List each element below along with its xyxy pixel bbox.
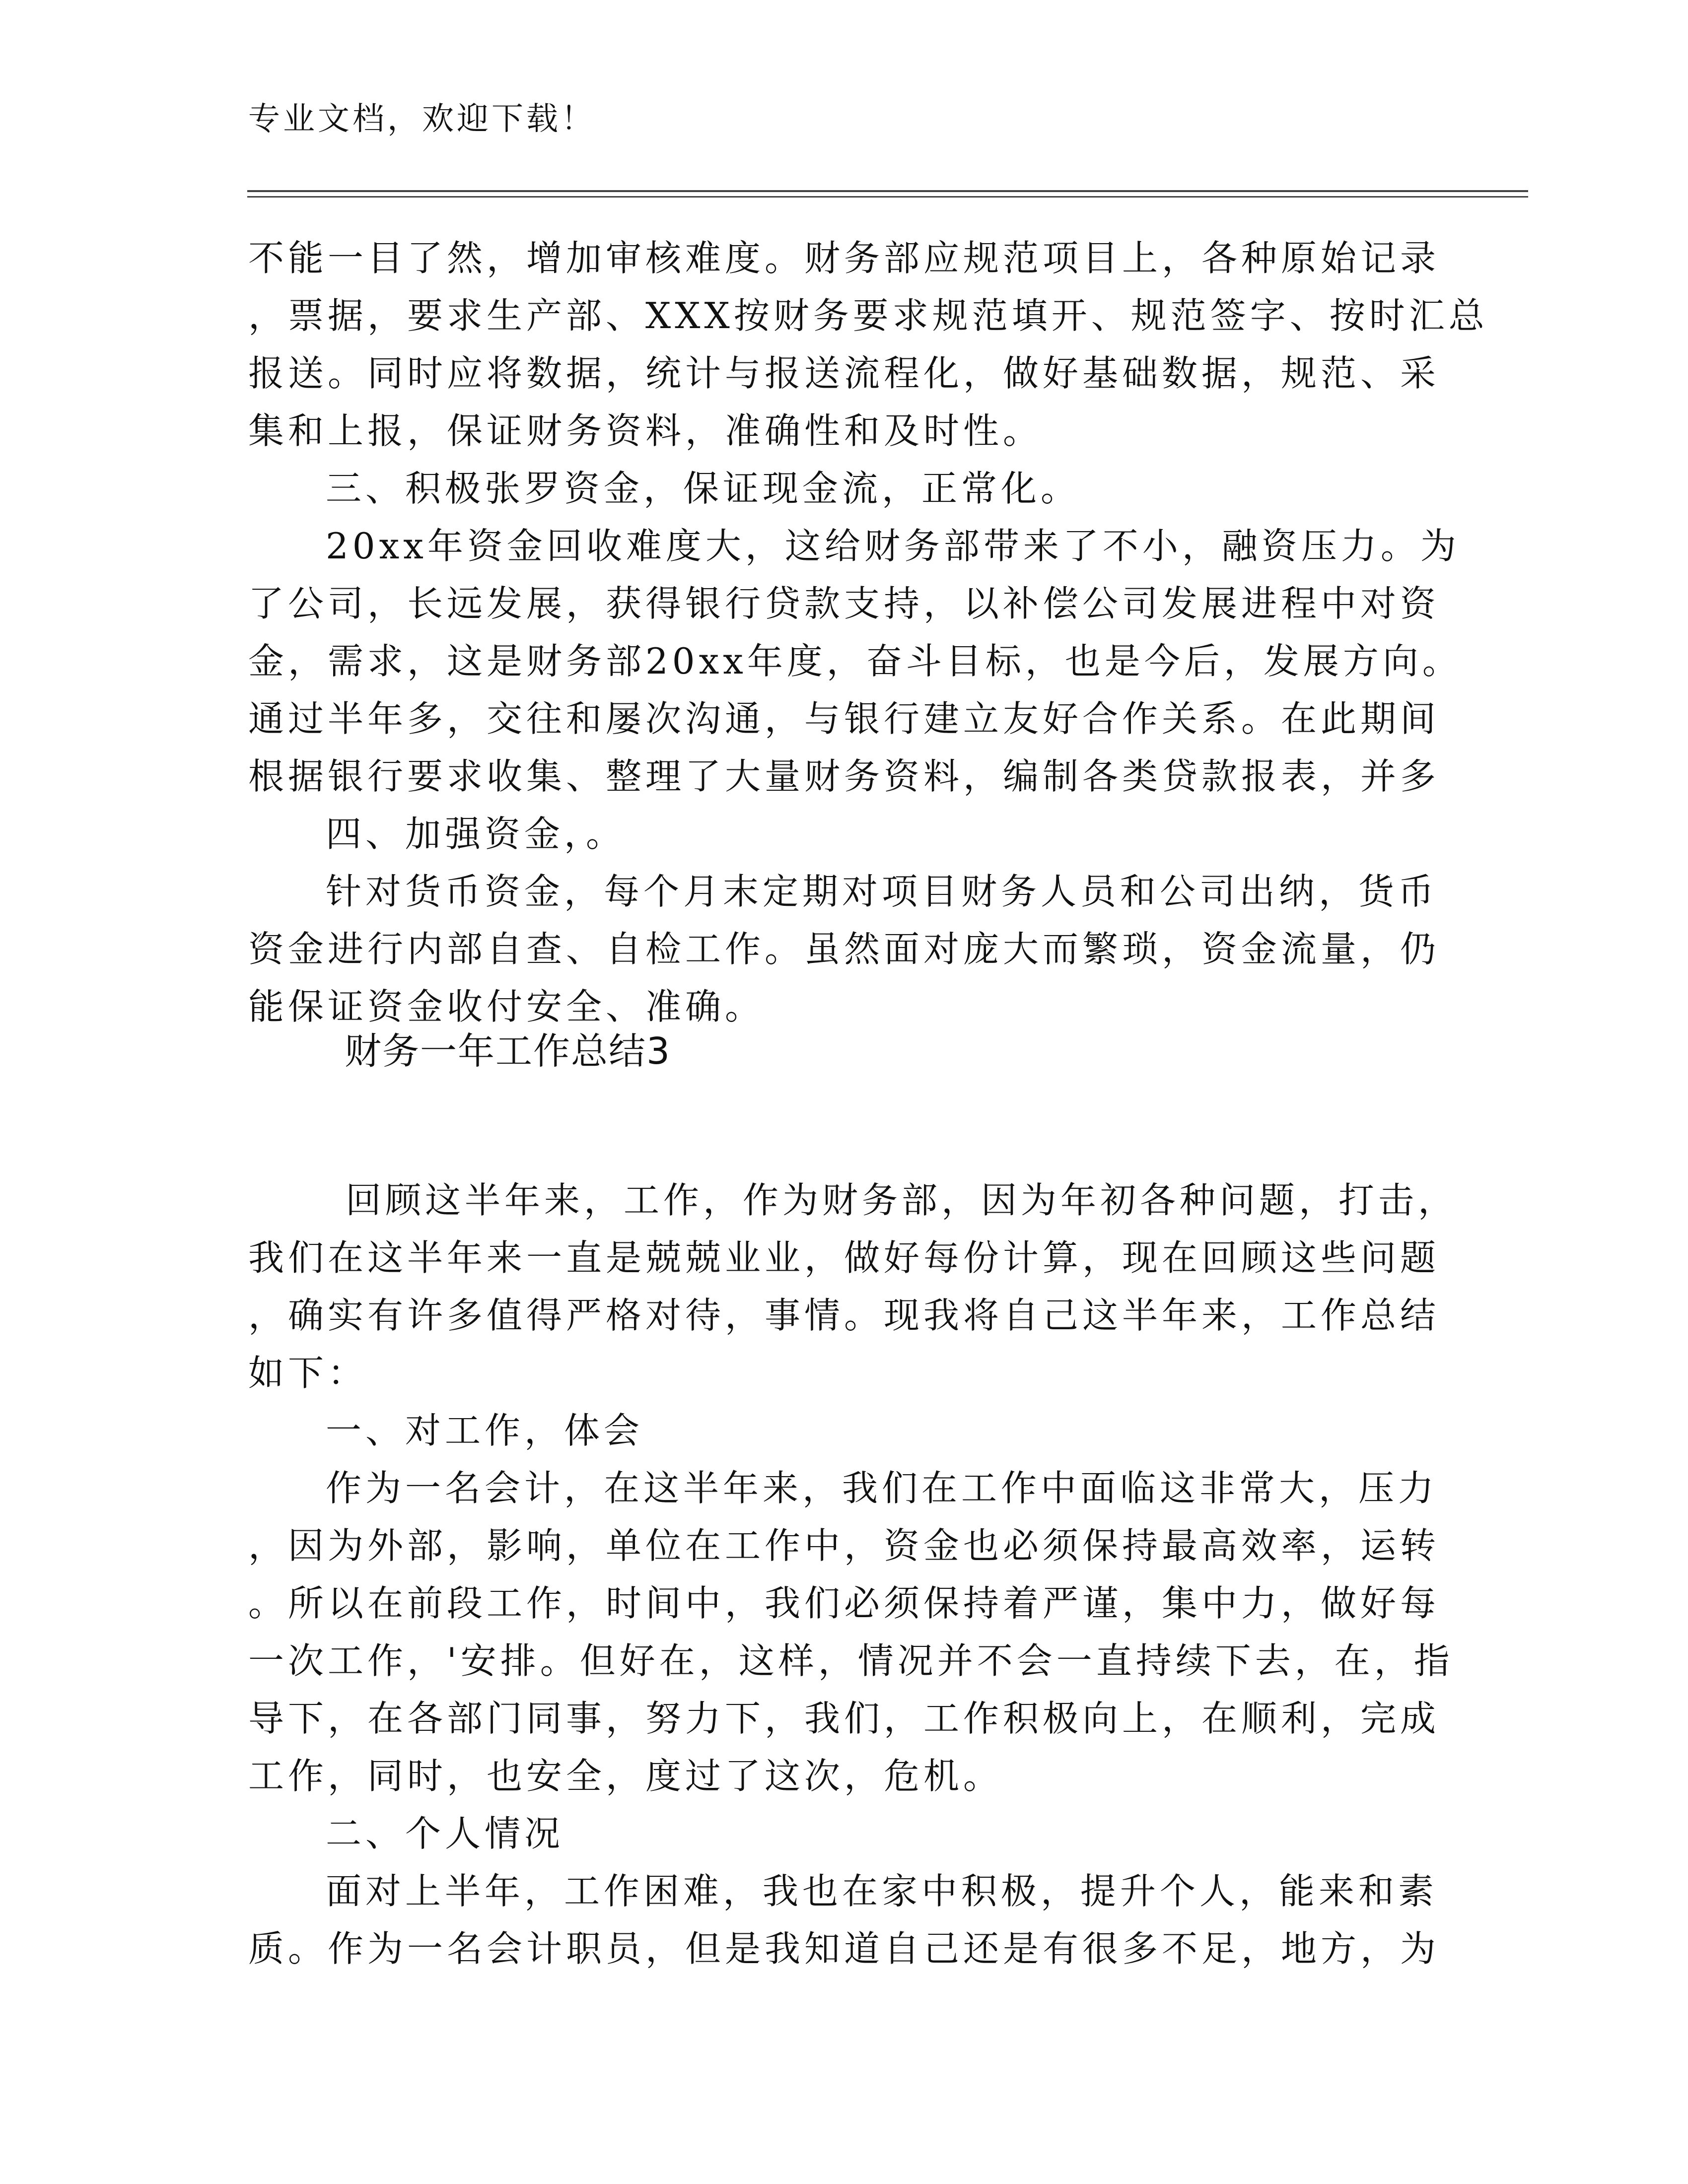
subheading-line: 二、个人情况 — [326, 1813, 564, 1854]
paragraph-line: 集和上报，保证财务资料，准确性和及时性。 — [248, 410, 1043, 452]
paragraph-line: 通过半年多，交往和屡次沟通，与银行建立友好合作关系。在此期间 — [248, 698, 1440, 740]
paragraph-line: 。所以在前段工作，时间中，我们必须保持着严谨，集中力，做好每 — [248, 1582, 1440, 1624]
body-section-summary — [248, 1171, 1458, 1978]
subheading-line: 三、积极张罗资金，保证现金流，正常化。 — [326, 468, 1081, 509]
paragraph-line: 质。作为一名会计职员，但是我知道自己还是有很多不足，地方，为 — [248, 1928, 1440, 1970]
paragraph-line: 如下： — [248, 1352, 368, 1394]
paragraph-line: 能保证资金收付安全、准确。 — [248, 986, 765, 1027]
subheading-line: 一、对工作，体会 — [326, 1410, 644, 1451]
paragraph-line: ，确实有许多值得严格对待，事情。现我将自己这半年来，工作总结 — [248, 1295, 1440, 1336]
header-divider — [247, 190, 1528, 192]
paragraph-line: 导下，在各部门同事，努力下，我们，工作积极向上，在顺利，完成 — [248, 1698, 1440, 1739]
paragraph-line: 不能一目了然，增加审核难度。财务部应规范项目上，各种原始记录 — [248, 237, 1440, 279]
page-header: 专业文档，欢迎下载！ — [248, 101, 596, 137]
paragraph-line: 金，需求，这是财务部20xx年度，奋斗目标，也是今后，发展方向。 — [248, 640, 1462, 682]
paragraph-line: 作为一名会计，在这半年来，我们在工作中面临这非常大，压力 — [326, 1467, 1438, 1509]
paragraph-line: ，因为外部，影响，单位在工作中，资金也必须保持最高效率，运转 — [248, 1525, 1440, 1567]
paragraph-line: 了公司，长远发展，获得银行贷款支持，以补偿公司发展进程中对资 — [248, 583, 1440, 624]
subheading-line: 四、加强资金，。 — [326, 813, 626, 855]
paragraph-line: 面对上半年，工作困难，我也在家中积极，提升个人，能来和素 — [326, 1870, 1438, 1912]
paragraph-line: 资金进行内部自查、自检工作。虽然面对庞大而繁琐，资金流量，仍 — [248, 928, 1440, 970]
paragraph-line: 回顾这半年来，工作，作为财务部，因为年初各种问题，打击， — [346, 1179, 1458, 1221]
section-title: 财务一年工作总结3 — [345, 1030, 671, 1073]
paragraph-line: 我们在这半年来一直是兢兢业业，做好每份计算，现在回顾这些问题 — [248, 1237, 1440, 1279]
header-divider-secondary — [247, 196, 1528, 198]
paragraph-line: 针对货币资金，每个月末定期对项目财务人员和公司出纳，货币 — [326, 871, 1438, 912]
paragraph-line: 根据银行要求收集、整理了大量财务资料，编制各类贷款报表，并多 — [248, 755, 1440, 797]
paragraph-line: 一次工作，'安排。但好在，这样，情况并不会一直持续下去，在，指 — [248, 1640, 1454, 1682]
paragraph-line: 20xx年资金回收难度大，这给财务部带来了不小，融资压力。为 — [326, 525, 1460, 567]
paragraph-line: 报送。同时应将数据，统计与报送流程化，做好基础数据，规范、采 — [248, 352, 1440, 394]
paragraph-line: 工作，同时，也安全，度过了这次，危机。 — [248, 1755, 1003, 1797]
body-section-continued — [248, 229, 1488, 1035]
paragraph-line: ，票据，要求生产部、XXX按财务要求规范填开、规范签字、按时汇总 — [248, 295, 1488, 337]
